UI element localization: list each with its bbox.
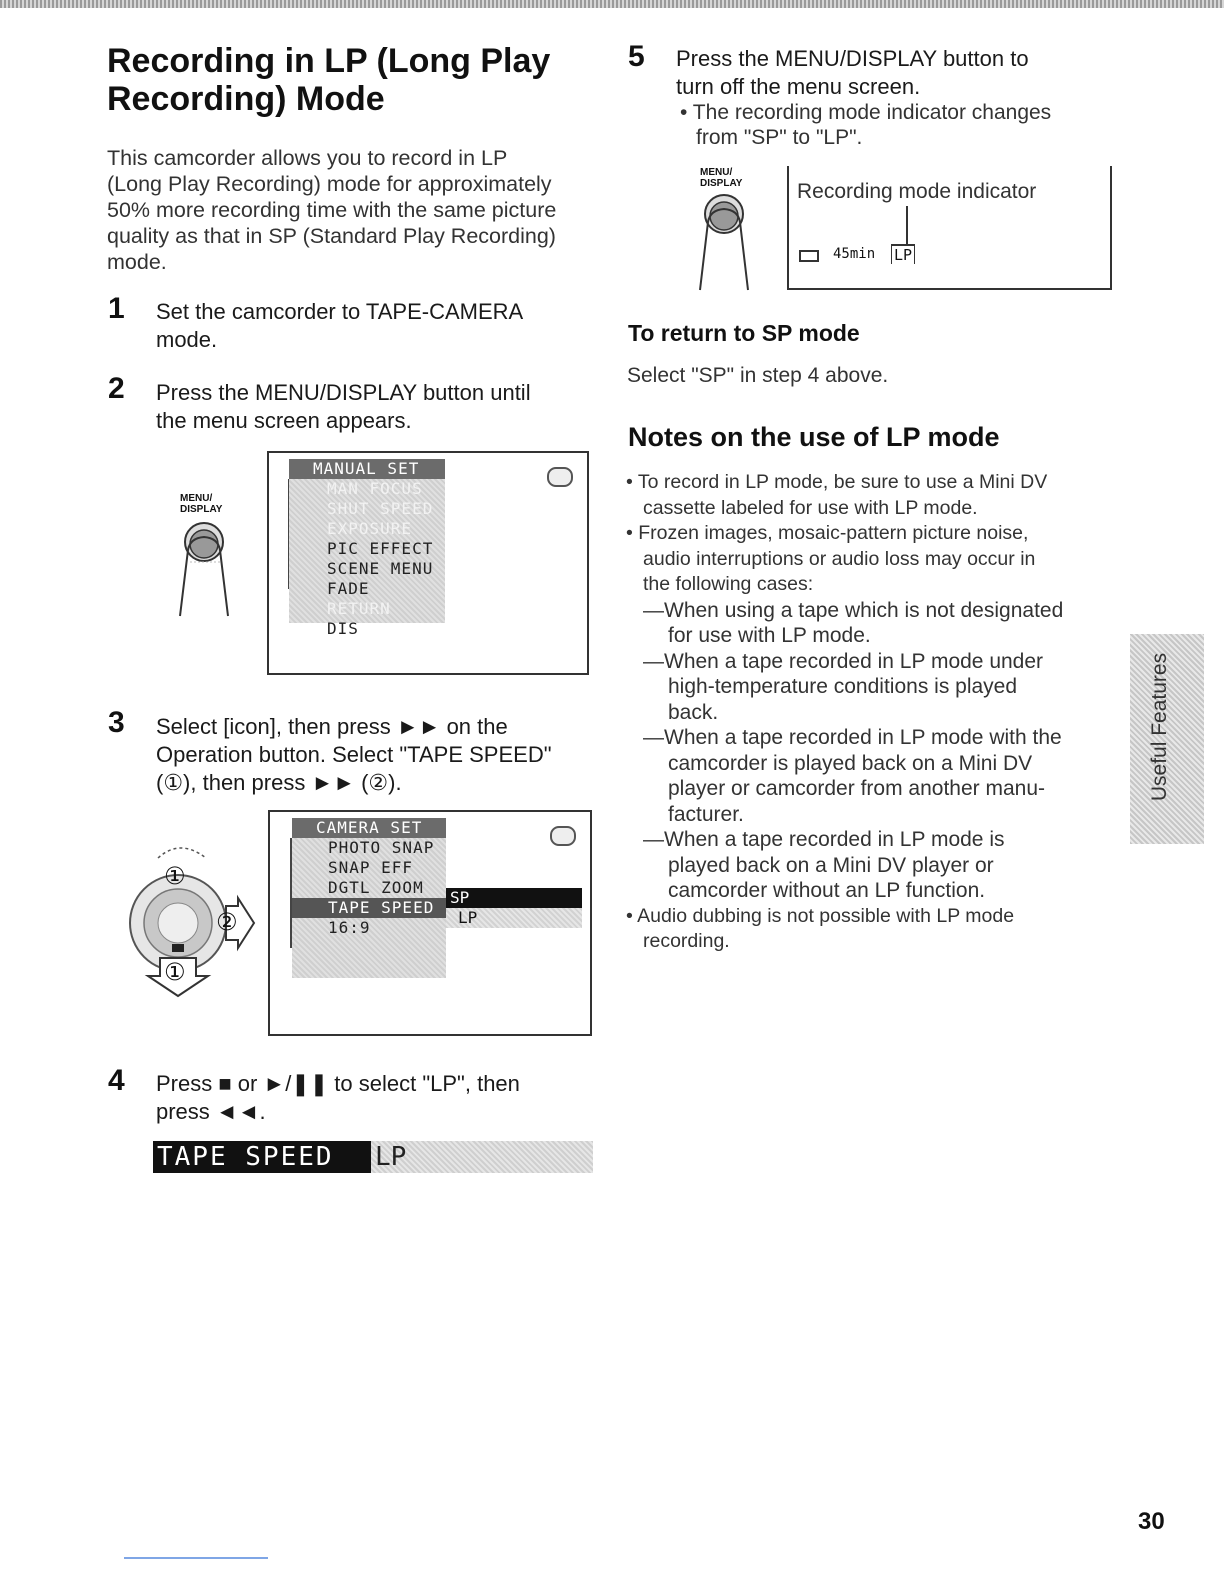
page-number: 30 — [1138, 1508, 1165, 1535]
step-number: 1 — [108, 292, 125, 325]
intro-paragraph: This camcorder allows you to record in LP (Long Play Recording) mode for approximately 50% more recording time with the same picture quality as that in SP (Standard Play Recording) mode. — [107, 146, 557, 274]
list-item: camcorder without an LP function. — [668, 879, 986, 902]
notes-list — [626, 470, 1126, 955]
option-other: LP — [446, 908, 582, 928]
side-tab-label: Useful Features — [1148, 652, 1171, 802]
list-item: the following cases: — [643, 573, 814, 595]
list-item: • Frozen images, mosaic-pattern picture noise, — [626, 522, 1029, 544]
menu-item: FADE — [327, 579, 370, 598]
option-selected: SP — [446, 888, 582, 908]
top-border — [0, 0, 1224, 8]
manual-set-menu — [289, 459, 445, 638]
finger-press-icon — [692, 190, 762, 292]
remaining-time: 45min — [833, 246, 876, 262]
menu-title: CAMERA SET — [292, 818, 446, 838]
pointer-line — [906, 206, 908, 244]
list-item: played back on a Mini DV player or — [668, 853, 994, 877]
tape-speed-label: TAPE SPEED — [153, 1141, 371, 1173]
menu-item: MAN FOCUS — [327, 479, 423, 498]
list-item: cassette labeled for use with LP mode. — [643, 496, 978, 519]
tape-icon — [547, 467, 573, 487]
step-number: 2 — [108, 372, 125, 405]
display-screen — [787, 166, 1112, 290]
return-text: Select "SP" in step 4 above. — [627, 364, 889, 387]
list-item: —When using a tape which is not designated — [643, 598, 1064, 622]
step-number: 5 — [628, 40, 645, 73]
step-1-text: Set the camcorder to TAPE-CAMERA mode. — [156, 299, 524, 352]
footer-line — [124, 1557, 268, 1559]
step-number: 3 — [108, 706, 125, 739]
camera-set-menu — [292, 818, 446, 978]
menu-item: PHOTO SNAP — [328, 838, 435, 857]
list-item: • Audio dubbing is not possible with LP mode — [626, 904, 1015, 927]
step-3-text: Select [icon], then press ►► on the Operation button. Select "TAPE SPEED" (①), then press ►► (②). — [156, 714, 552, 795]
label-circle-2: ② — [216, 909, 238, 936]
menu-screen-2 — [268, 810, 592, 1036]
step-4-text: Press ■ or ►/❚❚ to select "LP", then press ◄◄. — [156, 1071, 520, 1124]
menu-item: SCENE MENU — [327, 559, 434, 578]
list-item: player or camcorder from another manu- — [668, 777, 1045, 800]
menu-item: EXPOSURE — [327, 519, 413, 538]
finger-press-icon — [172, 518, 242, 618]
list-item: camcorder is played back on a Mini DV — [668, 751, 1033, 775]
operation-button-diagram — [128, 828, 268, 1000]
tape-icon — [550, 826, 576, 846]
menu-item: RETURN — [327, 599, 391, 618]
step-number: 4 — [108, 1064, 125, 1097]
mode-indicator: LP — [891, 244, 915, 264]
step-5-bullet: • The recording mode indicator changes from "SP" to "LP". — [680, 101, 1052, 149]
list-item: recording. — [643, 930, 730, 952]
menu-display-label: MENU/ DISPLAY — [700, 167, 743, 189]
list-item: for use with LP mode. — [668, 624, 871, 647]
menu-item-selected: TAPE SPEED — [292, 898, 446, 918]
list-item: • To record in LP mode, be sure to use a Mini DV — [626, 471, 1048, 493]
list-item: facturer. — [668, 802, 744, 826]
menu-item: DGTL ZOOM — [328, 878, 424, 897]
page-title: Recording in LP (Long Play Recording) Mode — [107, 42, 551, 118]
label-circle-1: ① — [164, 863, 186, 890]
menu-screen-1 — [267, 451, 589, 675]
tape-speed-value: LP — [375, 1142, 407, 1172]
step-2-text: Press the MENU/DISPLAY button until the menu screen appears. — [156, 380, 531, 433]
tape-icon — [799, 250, 819, 262]
menu-item: SHUT SPEED — [327, 499, 434, 518]
notes-heading: Notes on the use of LP mode — [628, 422, 1000, 452]
label-circle-1-down: ① — [164, 959, 186, 986]
return-heading: To return to SP mode — [628, 320, 860, 346]
list-item: —When a tape recorded in LP mode is — [643, 828, 1005, 851]
menu-title: MANUAL SET — [289, 459, 445, 479]
menu-item: 16:9 — [328, 918, 371, 937]
menu-item: PIC EFFECT — [327, 539, 434, 558]
tape-speed-bar — [153, 1141, 593, 1173]
list-item: high-temperature conditions is played — [668, 675, 1018, 698]
menu-item: SNAP EFF — [328, 858, 414, 877]
list-item: —When a tape recorded in LP mode under — [643, 649, 1044, 673]
list-item: —When a tape recorded in LP mode with the — [643, 726, 1062, 749]
step-5-text: Press the MENU/DISPLAY button to turn off the menu screen. — [676, 46, 1029, 99]
list-item: audio interruptions or audio loss may occur in — [643, 547, 1036, 570]
menu-display-label: MENU/ DISPLAY — [180, 493, 223, 515]
menu-item: DIS — [327, 619, 359, 638]
list-item: back. — [668, 700, 719, 724]
indicator-label: Recording mode indicator — [797, 180, 1037, 203]
